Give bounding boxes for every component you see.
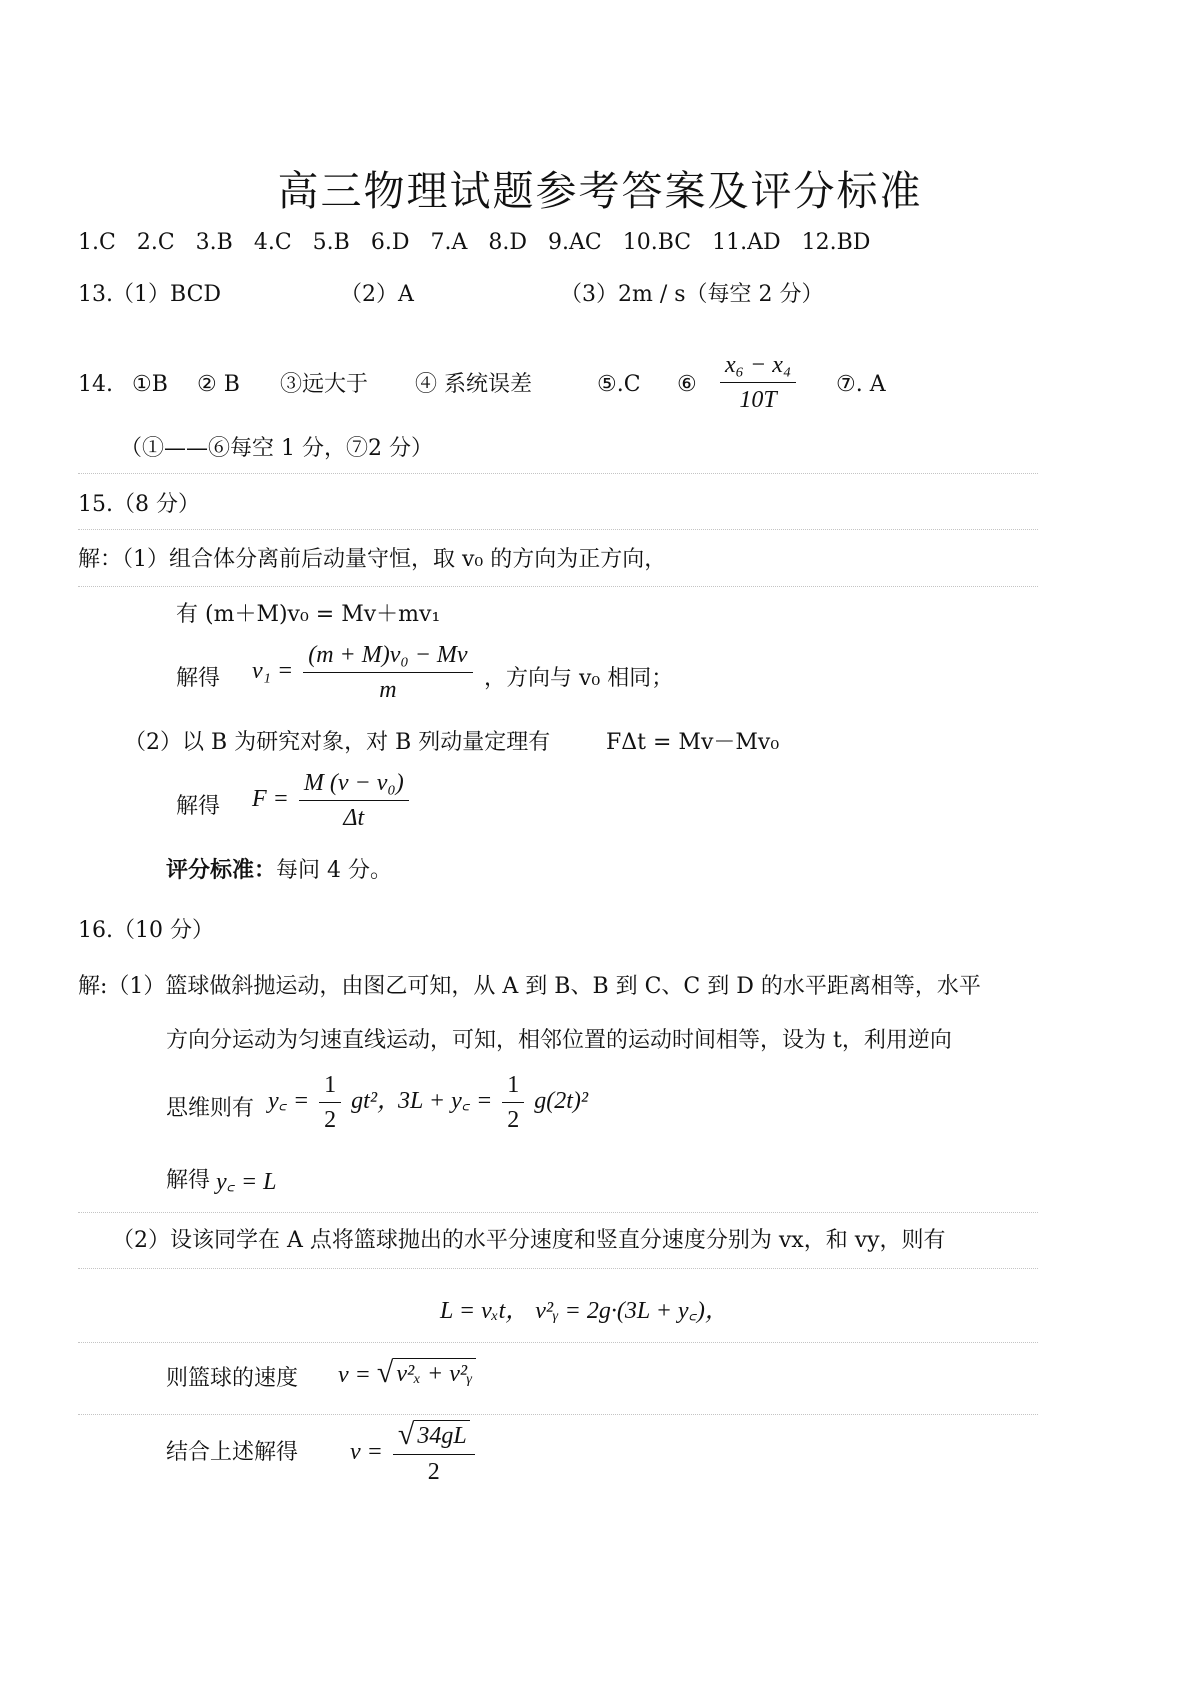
- mc-answer: 8.D: [488, 230, 527, 255]
- q16-line4-equation: y꜀ = L: [216, 1169, 277, 1195]
- q16-speed-radicand: v²ₓ + v²ᵧ: [393, 1358, 475, 1389]
- q15-equation-2: [252, 640, 477, 705]
- mc-answer: 7.A: [430, 230, 468, 255]
- q16-eq-a-lhs: y꜀ =: [268, 1088, 310, 1115]
- q16-result-lhs: v =: [350, 1439, 383, 1466]
- mc-answer: 4.C: [253, 230, 292, 255]
- q15-eq2-tail: ，方向与 v₀ 相同；: [484, 666, 674, 691]
- q14-item-3: ③远大于: [280, 372, 369, 397]
- q15-eq3-lhs: F =: [252, 786, 289, 813]
- q15-grading-label: 评分标准：: [166, 858, 277, 883]
- q16-center-equation: L = vₓt， v²ᵧ = 2g·(3L + y꜀)，: [440, 1298, 729, 1324]
- divider: [78, 1212, 1038, 1213]
- q16-line4-label: 解得: [166, 1168, 211, 1193]
- mc-answer: 1.C: [78, 230, 116, 255]
- q15-grading-text: 每问 4 分。: [276, 858, 392, 883]
- q15-header: 15.（8 分）: [78, 492, 200, 517]
- q16-line3-label: 思维则有: [166, 1096, 255, 1121]
- q16-speed-label: 则篮球的速度: [166, 1366, 299, 1391]
- q16-result-equation: [350, 1420, 479, 1487]
- q16-half-num: 1: [319, 1070, 341, 1103]
- q15-eq2-num: (m + M)v₀ − Mv: [303, 640, 472, 673]
- q14-frac-den: 10T: [739, 387, 777, 413]
- q15-eq3-den: Δt: [343, 805, 365, 831]
- q14-item-6: ⑥: [677, 372, 697, 397]
- q13-answer-2: （2）A: [340, 282, 414, 307]
- mc-answer: 5.B: [312, 230, 350, 255]
- q14-fraction: [716, 350, 800, 415]
- divider: [78, 1414, 1038, 1415]
- q16-speed-lhs: v =: [338, 1362, 371, 1388]
- sqrt-symbol: √ 34gL: [398, 1420, 470, 1451]
- q16-half-den-2: 2: [507, 1107, 520, 1133]
- q14-frac-num: x₆ − x₄: [720, 350, 796, 383]
- q15-equation-3: [252, 768, 413, 833]
- q14-item-2: ② B: [197, 372, 240, 397]
- mc-answer: 6.D: [370, 230, 410, 255]
- q16-eq-b-lhs: 3L + y꜀ =: [398, 1088, 493, 1115]
- q15-eq2-den: m: [379, 677, 397, 703]
- q16-line-1: 解:（1）篮球做斜抛运动，由图乙可知，从 A 到 B、B 到 C、C 到 D 的水平距离相等，水平: [78, 974, 981, 999]
- q16-half-den: 2: [324, 1107, 337, 1133]
- q16-equation-b: [398, 1070, 588, 1135]
- q13-answer-1: （1）BCD: [112, 282, 222, 307]
- sqrt-symbol: √ v²ₓ + v²ᵧ: [377, 1358, 476, 1389]
- divider: [78, 473, 1038, 474]
- q14-item-1: ①B: [132, 372, 168, 397]
- q16-header: 16.（10 分）: [78, 918, 214, 943]
- page-title: 高三物理试题参考答案及评分标准: [277, 167, 923, 215]
- q14-note: （①——⑥每空 1 分，⑦2 分）: [120, 436, 433, 461]
- q15-line-1: 解：（1）组合体分离前后动量守恒，取 v₀ 的方向为正方向，: [78, 547, 667, 572]
- q15-solve-label: 解得: [176, 666, 221, 691]
- q14-item-4: ④ 系统误差: [415, 372, 532, 397]
- q16-part-2: （2）设该同学在 A 点将篮球抛出的水平分速度和竖直分速度分别为 vx，和 vy，则有: [112, 1228, 946, 1253]
- mc-answer: 9.AC: [548, 230, 602, 255]
- q16-eq-a-rhs: gt²，: [351, 1088, 402, 1115]
- q15-solve-label-2: 解得: [176, 794, 221, 819]
- q14-item-7: ⑦. A: [836, 372, 886, 397]
- q16-equation-a: [268, 1070, 401, 1135]
- divider: [78, 1268, 1038, 1269]
- mc-answer: 11.AD: [712, 230, 781, 255]
- q16-result-num: 34gL: [414, 1420, 469, 1451]
- mc-answers: [78, 228, 891, 258]
- q16-line-2: 方向分运动为匀速直线运动，可知，相邻位置的运动时间相等，设为 t，利用逆向: [166, 1028, 952, 1053]
- q15-part-2: （2）以 B 为研究对象，对 B 列动量定理有: [124, 730, 551, 755]
- q15-grading: [166, 856, 392, 886]
- q15-part2-equation: FΔt = Mv－Mv₀: [606, 730, 780, 755]
- q16-speed-equation: [338, 1358, 476, 1389]
- mc-answer: 10.BC: [622, 230, 692, 255]
- q16-eq-b-rhs: g(2t)²: [534, 1088, 589, 1115]
- q16-result-label: 结合上述解得: [166, 1440, 299, 1465]
- divider: [78, 586, 1038, 587]
- q15-eq2-lhs: v₁ =: [252, 658, 294, 685]
- divider: [78, 529, 1038, 530]
- q14-item-5: ⑤.C: [597, 372, 641, 397]
- q16-half-num-2: 1: [502, 1070, 524, 1103]
- mc-answer: 2.C: [136, 230, 175, 255]
- q15-equation-1: 有 (m＋M)v₀ = Mv＋mv₁: [176, 602, 441, 627]
- divider: [78, 1342, 1038, 1343]
- q15-eq3-num: M (v − v₀): [299, 768, 409, 801]
- mc-answer: 12.BD: [801, 230, 871, 255]
- q13-number: 13.: [78, 282, 113, 307]
- q16-result-den: 2: [427, 1459, 440, 1485]
- q13-answer-3: （3）2m / s（每空 2 分）: [560, 282, 824, 307]
- q14-number: 14.: [78, 372, 113, 397]
- mc-answer: 3.B: [195, 230, 233, 255]
